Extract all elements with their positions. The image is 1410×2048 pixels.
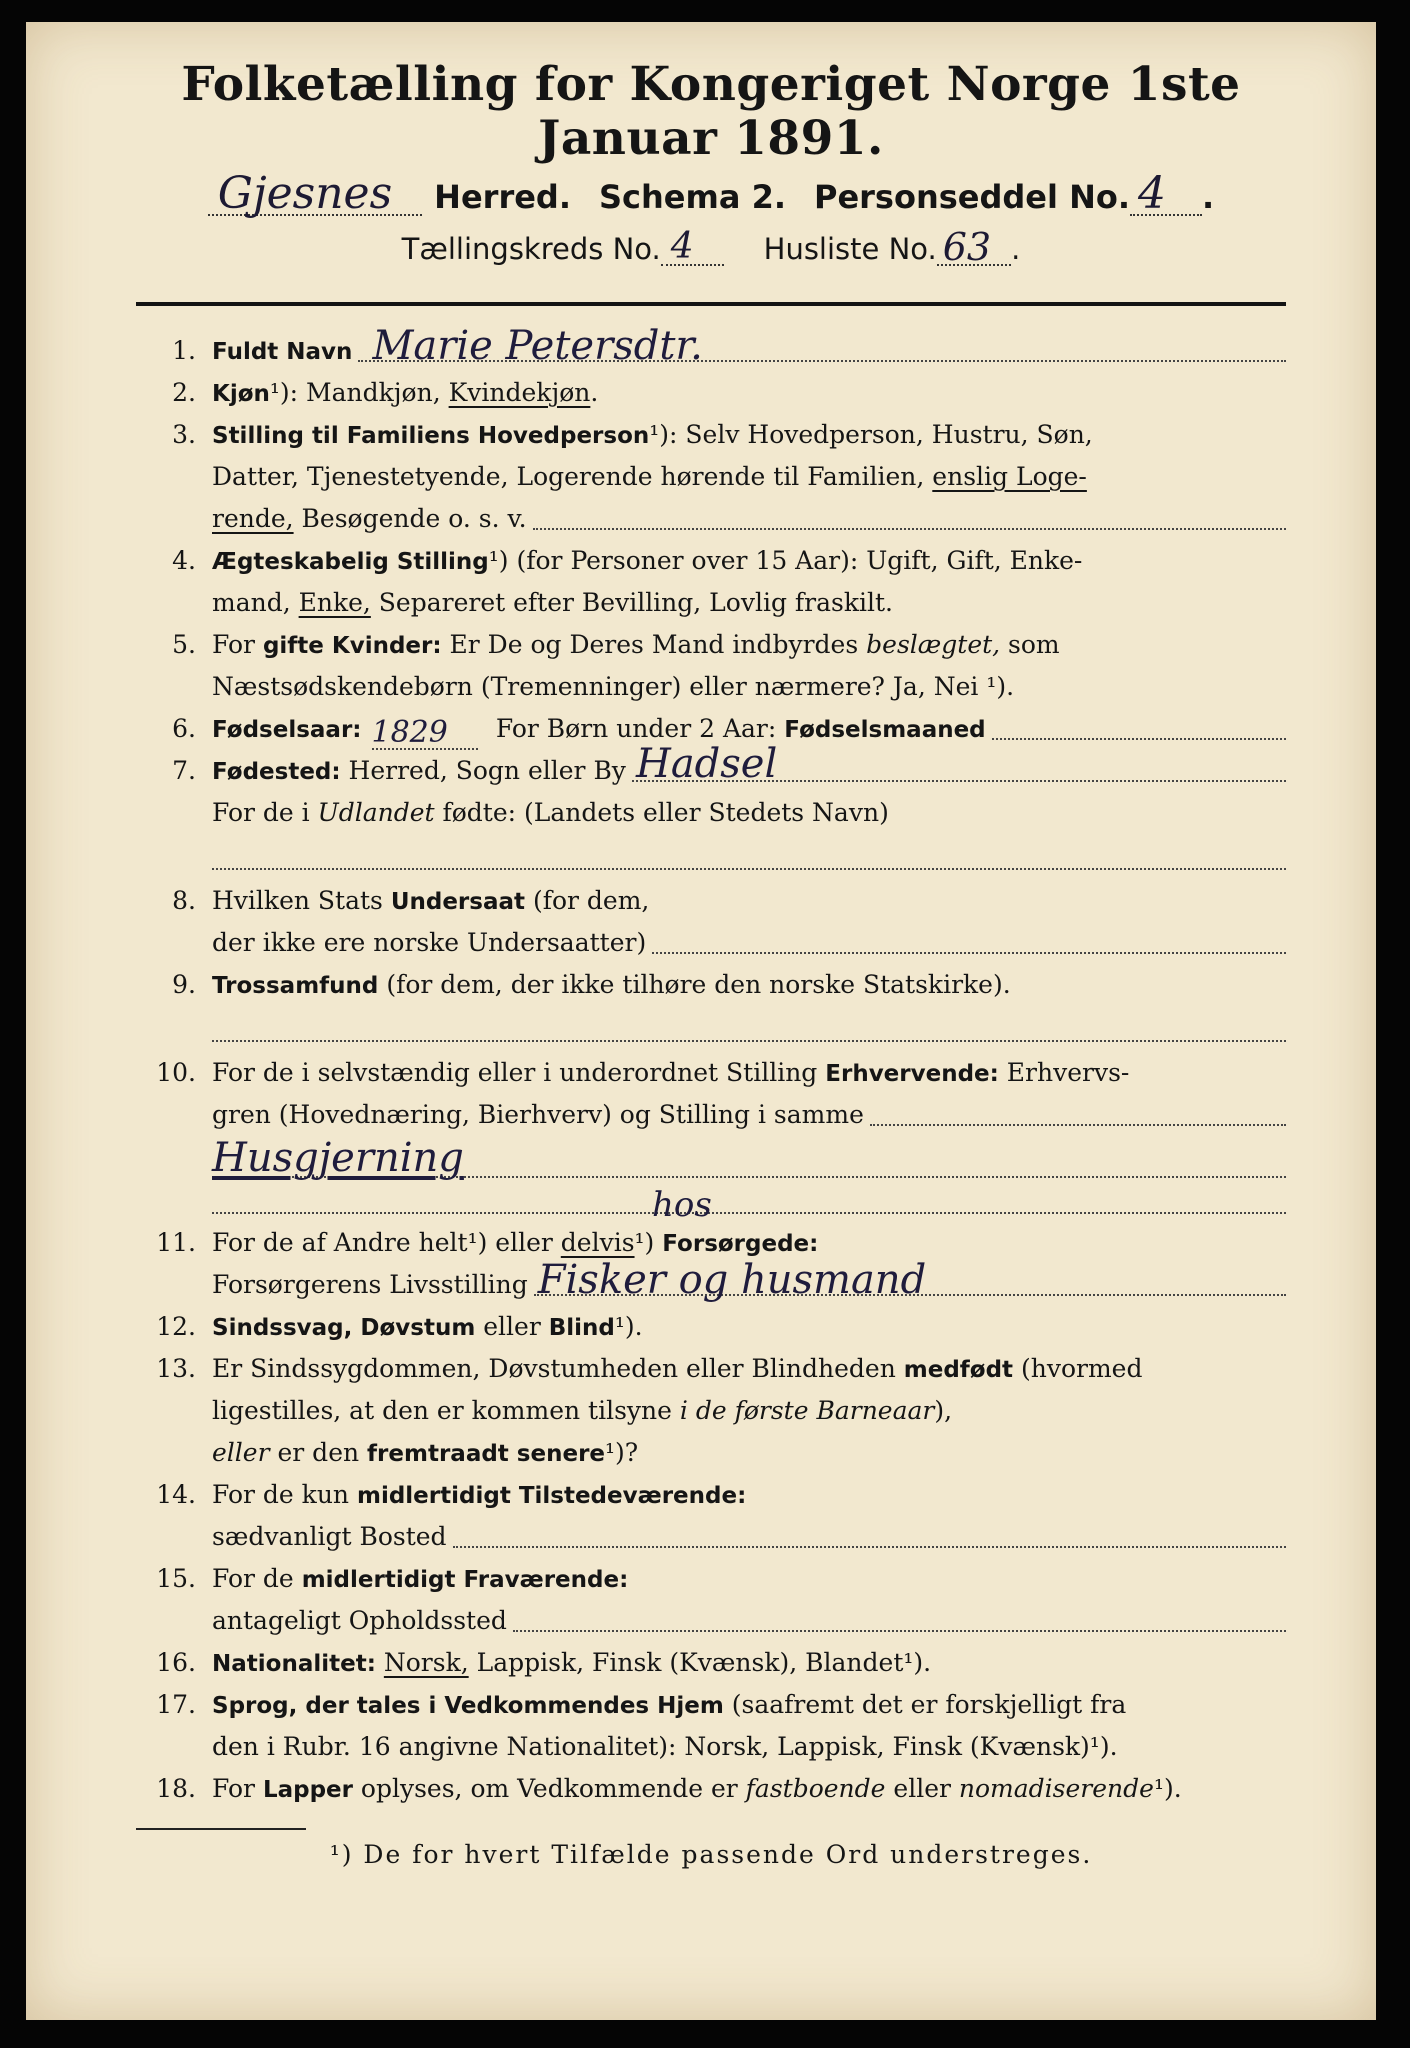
provider-occupation-value: Fisker og husmand <box>537 1256 927 1303</box>
kreds-label: Tællingskreds No. <box>401 231 661 266</box>
item-10: 10. For de i selvstændig eller i underordnet Stilling Erhvervende: Erhvervs- <box>156 1057 1130 1087</box>
birthplace-value: Hadsel <box>635 740 778 787</box>
husliste-value: 63 <box>937 230 1011 266</box>
personseddel-label: Personseddel No. <box>813 177 1131 216</box>
item-6: 6. Fødselsaar: 1829 For Børn under 2 Aar: Fødselsmaaned <box>136 708 1286 750</box>
item-17: 17. Sprog, der tales i Vedkommendes Hjem (saafremt det er forskjelligt fra <box>156 1689 1127 1719</box>
form-title: Folketælling for Kongeriget Norge 1ste Januar 1891. <box>181 57 1241 167</box>
item-5: 5. For gifte Kvinder: Er De og Deres Mand indbyrdes beslægtet, som <box>172 629 1060 659</box>
item-12: 12. Sindssvag, Døvstum eller Blind¹). <box>156 1311 643 1341</box>
item-18: 18. For Lapper oplyses, om Vedkommende er fastboende eller nomadiserende¹). <box>156 1773 1182 1803</box>
personseddel-value: 4 <box>1130 174 1202 216</box>
birth-year-value: 1829 <box>372 718 478 750</box>
header-line-1: Gjesnes Herred. Schema 2. Personseddel No. 4 . <box>136 174 1286 216</box>
header-divider <box>136 302 1286 306</box>
item-2: 2. Kjøn¹): Mandkjøn, Kvindekjøn. <box>172 377 599 407</box>
provider-note-mark: hos <box>652 1184 712 1225</box>
nationality-selected: Norsk, <box>383 1647 469 1677</box>
item-14: 14. For de kun midlertidigt Tilstedeværende: <box>156 1479 747 1509</box>
item-16: 16. Nationalitet: Norsk, Lappisk, Finsk (Kvænsk), Blandet¹). <box>156 1647 932 1677</box>
item-11: 11. For de af Andre helt¹) eller delvis¹) Forsørgede: <box>156 1227 819 1257</box>
gender-selected: Kvindekjøn <box>448 377 591 407</box>
footnote: ¹) De for hvert Tilfælde passende Ord understreges. <box>329 1839 1093 1869</box>
herred-label: Herred. <box>434 177 571 216</box>
kreds-value: 4 <box>661 231 724 265</box>
item-1: 1. Fuldt Navn Marie Petersdtr. <box>136 330 1286 372</box>
herred-value: Gjesnes <box>208 174 422 216</box>
husliste-label: Husliste No. <box>763 231 937 266</box>
footnote-divider <box>136 1828 306 1830</box>
item-7: 7. Fødested: Herred, Sogn eller By Hadsel <box>136 750 1286 792</box>
occupation-value: Husgjerning <box>212 1134 464 1181</box>
item-3: 3. Stilling til Familiens Hovedperson¹): Selv Hovedperson, Hustru, Søn, <box>172 419 1093 449</box>
item-4: 4. Ægteskabelig Stilling¹) (for Personer over 15 Aar): Ugift, Gift, Enke- <box>172 545 1083 575</box>
item-9: 9. Trossamfund (for dem, der ikke tilhøre den norske Statskirke). <box>172 969 1011 999</box>
full-name-value: Marie Petersdtr. <box>372 322 703 369</box>
form-content: Folketælling for Kongeriget Norge 1ste Januar 1891. Gjesnes Herred. Schema 2. Personseddel No. 4 . Tællingskreds No. 4 Husliste No. 63 . 1. Fuldt Navn Marie Petersdtr. 2. Kjøn¹): Mandkjøn, Kvindekjøn. 3. Stilling til Familiens Hovedperson¹): Selv Hovedperson, Hustru, Søn, Datter, Tjenestetyende, Logerende hørende til Familien, enslig Loge- rende, Besøgende o. s. v. 4. Ægteskabelig Stilling¹) (for Personer over 15 Aar): Ugift, Gift, Enke- mand, Enke, Separeret efter Bevilling, Lovlig fraskilt. 5. For gifte Kvinder: Er De og Deres Mand indbyrdes beslægtet, som Næstsødskendebørn (Tremenninger) eller nærmere? Ja, Nei ¹). 6. Fødselsaar: 1829 For Børn under 2 Aar: Fødselsmaaned 7. Fødested: Herred, Sogn eller By Hadsel For de i Udlandet fødte: (Landets eller Stedets Navn) 8. Hvilken Stats Undersaat (for dem, der ikke ere norske Undersaatter) 9. Trossamfund (for dem, der ikke tilhøre den norske Statskirke). 10. For de i selvstændig eller i underordnet Stilling Erhvervende: Erhvervs- gren (Hovednæring, Bierhverv) og Stilling i samme Husgjerning hos 11. For de af Andre helt¹) eller delvis¹) Forsørgede: Forsørgerens Livsstilling Fisker og husmand 12. Sindssvag, Døvstum eller Blind¹). 13. Er Sindssygdommen, Døvstumheden eller Blindheden medfødt (hvormed ligestilles, at den er kommen tilsyne i de første Barneaar), eller er den fremtraadt senere¹)? 14. For de kun midlertidigt Tilstedeværende: sædvanligt Bosted 15. For de midlertidigt Fraværende: antageligt Opholdssted 16. Nationalitet: Norsk, Lappisk, Finsk (Kvænsk), Blandet¹). 17. Sprog, der tales i Vedkommendes Hjem (saafremt det er forskjelligt fra den i Rubr. 16 angivne Nationalitet): Norsk, Lappisk, Finsk (Kvænsk)¹). 18. For Lapper oplyses, om Vedkommende er fastboende eller nomadiserende¹). ¹) De for hvert Tilfælde passende Ord understreges. <box>136 58 1286 1869</box>
item-13: 13. Er Sindssygdommen, Døvstumheden eller Blindheden medfødt (hvormed <box>156 1353 1143 1383</box>
item-15: 15. For de midlertidigt Fraværende: <box>156 1563 629 1593</box>
schema-label: Schema 2. <box>598 177 786 216</box>
item-8: 8. Hvilken Stats Undersaat (for dem, <box>172 885 650 915</box>
header-line-2: Tællingskreds No. 4 Husliste No. 63 . <box>401 224 1021 269</box>
census-form-page <box>26 22 1376 2020</box>
